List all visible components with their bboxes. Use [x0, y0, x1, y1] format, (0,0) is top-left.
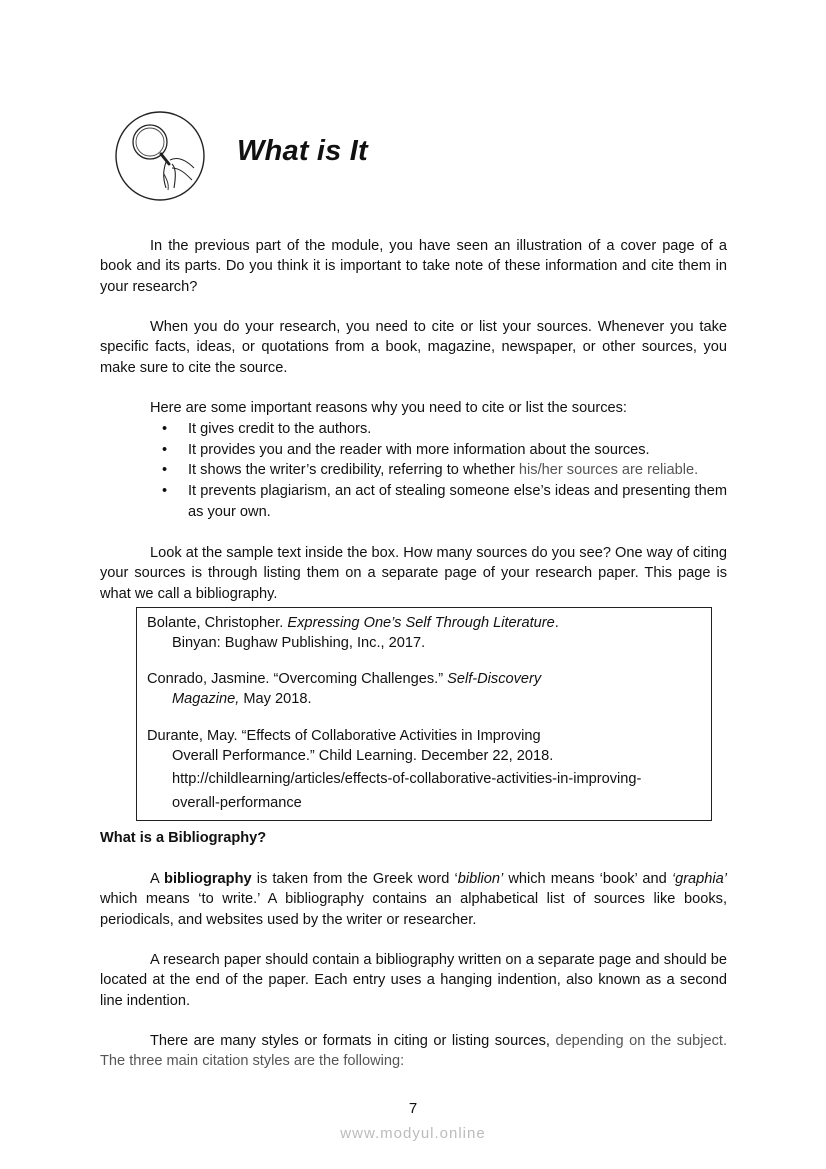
entry-author: Conrado, Jasmine. “Overcoming Challenges.” — [147, 671, 448, 687]
entry-author: Durante, May. “Effects of Collaborative Activities in Improving — [147, 728, 541, 744]
research-paper-text: A research paper should contain a bibliography written on a separate page and should be located at the end of the paper. Each entry uses a hanging indention, also known as a second line indention. — [100, 952, 727, 1009]
intro-paragraph-1 — [100, 236, 727, 297]
sample-intro-text: Look at the sample text inside the box. How many sources do you see? One way of citing your sources is through listing them on a separate page of your research paper. This page is what we call a bibliography. — [100, 545, 727, 602]
page-title: What is It — [237, 135, 368, 167]
list-item — [160, 440, 727, 461]
entry-date: May 2018. — [239, 691, 312, 708]
entry-publication: Binyan: Bughaw Publishing, Inc., 2017. — [172, 635, 426, 652]
intro-paragraph-2 — [100, 317, 727, 378]
definition-paragraph — [100, 869, 727, 930]
intro-paragraph-1-text: In the previous part of the module, you have seen an illustration of a cover page of a book and its parts. Do you think it is important to take note of these information and cite them in your research? — [100, 238, 727, 295]
page-number: 7 — [408, 1100, 418, 1117]
list-item-text: It prevents plagiarism, an act of stealing someone else’s ideas and presenting them as your own. — [188, 483, 727, 520]
text: A — [150, 871, 165, 887]
sample-intro-paragraph — [100, 543, 727, 604]
entry-publication: Overall Performance.” Child Learning. December 22, 2018. — [172, 748, 554, 765]
text: which means ‘book’ and — [503, 871, 672, 887]
intro-paragraph-2-text: When you do your research, you need to cite or list your sources. Whenever you take specific facts, ideas, or quotations from a book, magazine, newspaper, or other sources, you make sure to cite the source. — [100, 319, 727, 376]
list-item-text: It gives credit to the authors. — [188, 421, 372, 437]
list-item — [160, 419, 727, 440]
text-gray: depending on the subject. The three main citation styles are the following: — [100, 1033, 728, 1070]
entry-publication — [147, 689, 707, 709]
text: is taken from the Greek word ‘ — [251, 871, 458, 887]
reasons-intro — [100, 398, 727, 418]
reasons-list — [160, 419, 727, 523]
entry-url-cont: overall-performance — [172, 794, 302, 811]
bibliography-sample-box — [136, 607, 712, 821]
entry-title: Expressing One’s Self Through Literature — [287, 615, 555, 631]
list-item — [160, 481, 727, 522]
text: which means ‘to write.’ A bibliography contains an alphabetical list of sources like books, periodicals, and websites used by the writer or researcher. — [100, 891, 727, 928]
bibliography-entry — [147, 613, 707, 654]
citation-styles-paragraph — [100, 1031, 727, 1072]
list-item-text: It provides you and the reader with more information about the sources. — [188, 441, 650, 458]
research-paper-paragraph — [100, 950, 727, 1011]
text: There are many styles or formats in citing or listing sources, — [150, 1033, 556, 1049]
italic-term: biblion’ — [457, 871, 504, 887]
entry-url: http://childlearning/articles/effects-of-collaborative-activities-in-improving- — [172, 770, 642, 787]
reasons-intro-text: Here are some important reasons why you need to cite or list the sources: — [150, 400, 627, 416]
bibliography-entry — [147, 726, 707, 815]
section-heading: What is a Bibliography? — [100, 830, 267, 846]
list-item-text-gray: his/her sources are reliable. — [518, 462, 699, 479]
entry-title-cont: Magazine, — [172, 691, 240, 708]
watermark: www.modyul.online — [340, 1125, 486, 1142]
entry-punct: . — [554, 615, 559, 631]
bold-term: bibliography — [164, 871, 252, 887]
italic-term: ‘graphia’ — [671, 871, 728, 887]
magnifying-glass-hand-icon — [114, 110, 206, 202]
bibliography-entry — [147, 669, 707, 710]
list-item — [160, 460, 727, 481]
entry-author: Bolante, Christopher. — [147, 615, 288, 631]
list-item-text: It shows the writer’s credibility, referring to whether — [188, 462, 519, 479]
entry-title: Self-Discovery — [447, 671, 542, 687]
